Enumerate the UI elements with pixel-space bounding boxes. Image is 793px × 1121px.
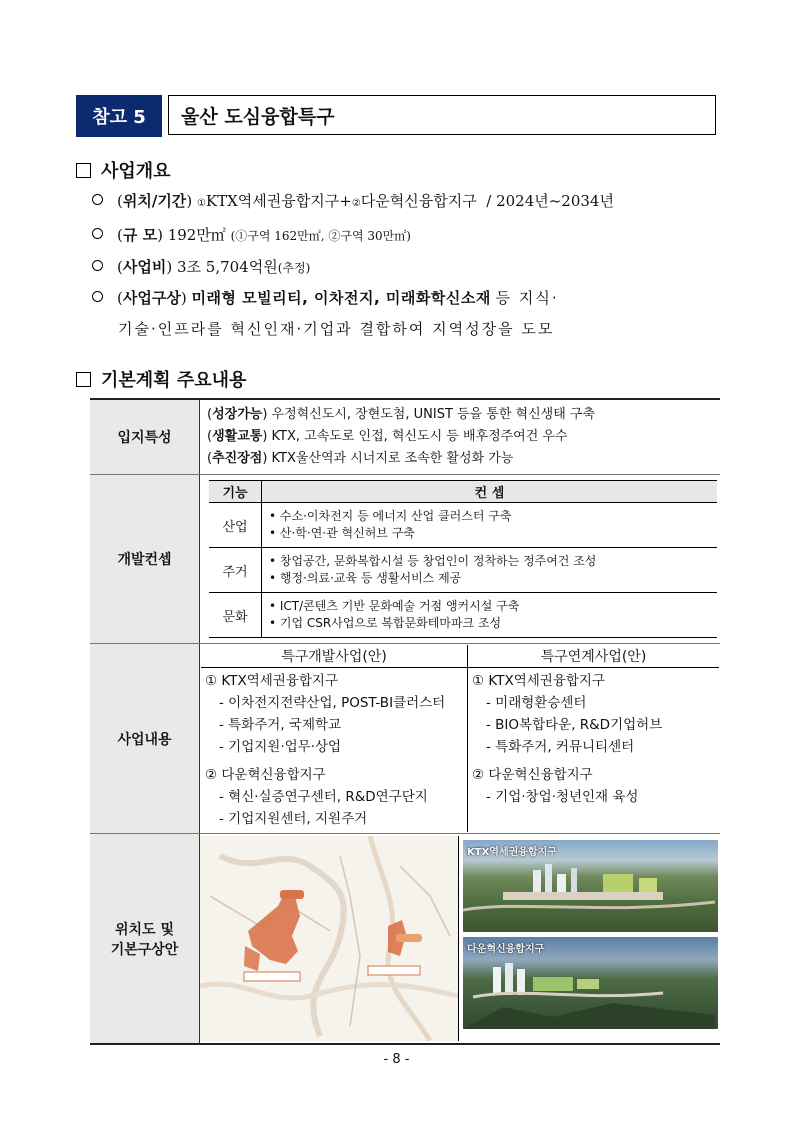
concept-col-function: 기능: [209, 481, 262, 503]
row-label-business: 사업내용: [90, 644, 200, 834]
plan-table: [90, 398, 720, 1045]
row-label-maps: 위치도 및 기본구상안: [90, 834, 200, 1045]
checkbox-square-icon: [76, 163, 91, 178]
checkbox-square-icon: [76, 372, 91, 387]
concept-content: [200, 475, 721, 644]
bullet-scale: ( 규 모 ) 192만㎡ (①구역 162만㎡, ②구역 30만㎡): [92, 224, 411, 245]
business-left: ① KTX역세권융합지구 - 이차전지전략산업, POST-BI클러스터 - 특화주거, 국제학교 - 기업지원·업무·상업 ② 다운혁신융합지구 - 혁신·실증연구센터, R&D연구단지 - 기업지원센터, 지원주거: [201, 668, 468, 833]
concept-col-concept: 컨 셉: [262, 481, 718, 503]
circle-bullet-icon: [92, 260, 103, 271]
site-line: (추진장점) KTX울산역과 시너지로 조속한 활성화 가능: [207, 451, 514, 466]
concept-continuation: 기술·인프라를 혁신인재·기업과 결합하여 지역성장을 도모: [118, 320, 555, 338]
row-label-concept: 개발컨셉: [90, 475, 200, 644]
circle-bullet-icon: [92, 228, 103, 239]
business-left-head: 특구개발사업(안): [201, 645, 468, 668]
section-title: 기본계획 주요내용: [101, 370, 247, 391]
row-label-site: 입지특성: [90, 399, 200, 475]
location-key: 위치/기간: [122, 192, 187, 210]
maps-content: [200, 834, 721, 1045]
business-table: [201, 645, 719, 832]
aerial-photos: [459, 836, 720, 1041]
ktx-district-photo: KTX역세권융합지구: [463, 840, 718, 932]
concept-row: 산업 • 수소·이차전지 등 에너지 산업 클러스터 구축 • 산·학·연·관 혁신허브 구축: [209, 503, 717, 548]
site-line: (생활교통) KTX, 고속도로 인접, 혁신도시 등 배후정주여건 우수: [207, 429, 568, 444]
reference-tag: 참고 5: [76, 95, 162, 137]
table-row: [90, 644, 720, 834]
concept-row: 주거 • 창업공간, 문화복합시설 등 창업인이 정착하는 정주여건 조성 • 행정·의료·교육 등 생활서비스 제공: [209, 548, 717, 593]
page-number: - 8 -: [383, 1052, 410, 1067]
cost-key: 사업비: [122, 258, 167, 276]
business-right: ① KTX역세권융합지구 - 미래형환승센터 - BIO복합타운, R&D기업허브 - 특화주거, 커뮤니티센터 ② 다운혁신융합지구 - 기업·창업·청년인재 육성: [472, 673, 663, 805]
circle-bullet-icon: [92, 194, 103, 205]
site-line: (성장가능) 우정혁신도시, 장현도첨, UNIST 등을 통한 혁신생태 구축: [207, 407, 596, 422]
scale-key: 규 모: [122, 226, 158, 244]
concept-table: [209, 480, 717, 638]
dawoon-district-photo: 다운혁신융합지구: [463, 937, 718, 1029]
site-content: [200, 399, 721, 475]
concept-row: 문화 • ICT/콘텐츠 기반 문화예술 거점 앵커시설 구축 • 기업 CSR사업으로 복합문화테마파크 조성: [209, 593, 717, 638]
bullet-location: ( 위치/기간 ) ① KTX역세권융합지구 + ② 다운혁신융합지구 / 2024년~2034년: [92, 190, 614, 211]
table-row: [90, 399, 720, 475]
concept-key: 사업구상: [122, 289, 181, 307]
circle-bullet-icon: [92, 291, 103, 302]
section-overview-heading: [76, 157, 171, 183]
business-content: [200, 644, 721, 834]
business-right-head: 특구연계사업(안): [468, 645, 720, 668]
bullet-concept: ( 사업구상 ) 미래형 모빌리티, 이차전지, 미래화학신소재 등 지식·: [92, 287, 559, 308]
page-header: [76, 95, 716, 135]
table-row: [90, 475, 720, 644]
section-plan-heading: [76, 366, 246, 392]
section-title: 사업개요: [101, 161, 171, 182]
location-map-image: [200, 836, 459, 1041]
bullet-cost: ( 사업비 ) 3조 5,704억원 (추정): [92, 256, 310, 277]
page-title: 울산 도심융합특구: [168, 95, 716, 135]
table-row: [90, 834, 720, 1045]
